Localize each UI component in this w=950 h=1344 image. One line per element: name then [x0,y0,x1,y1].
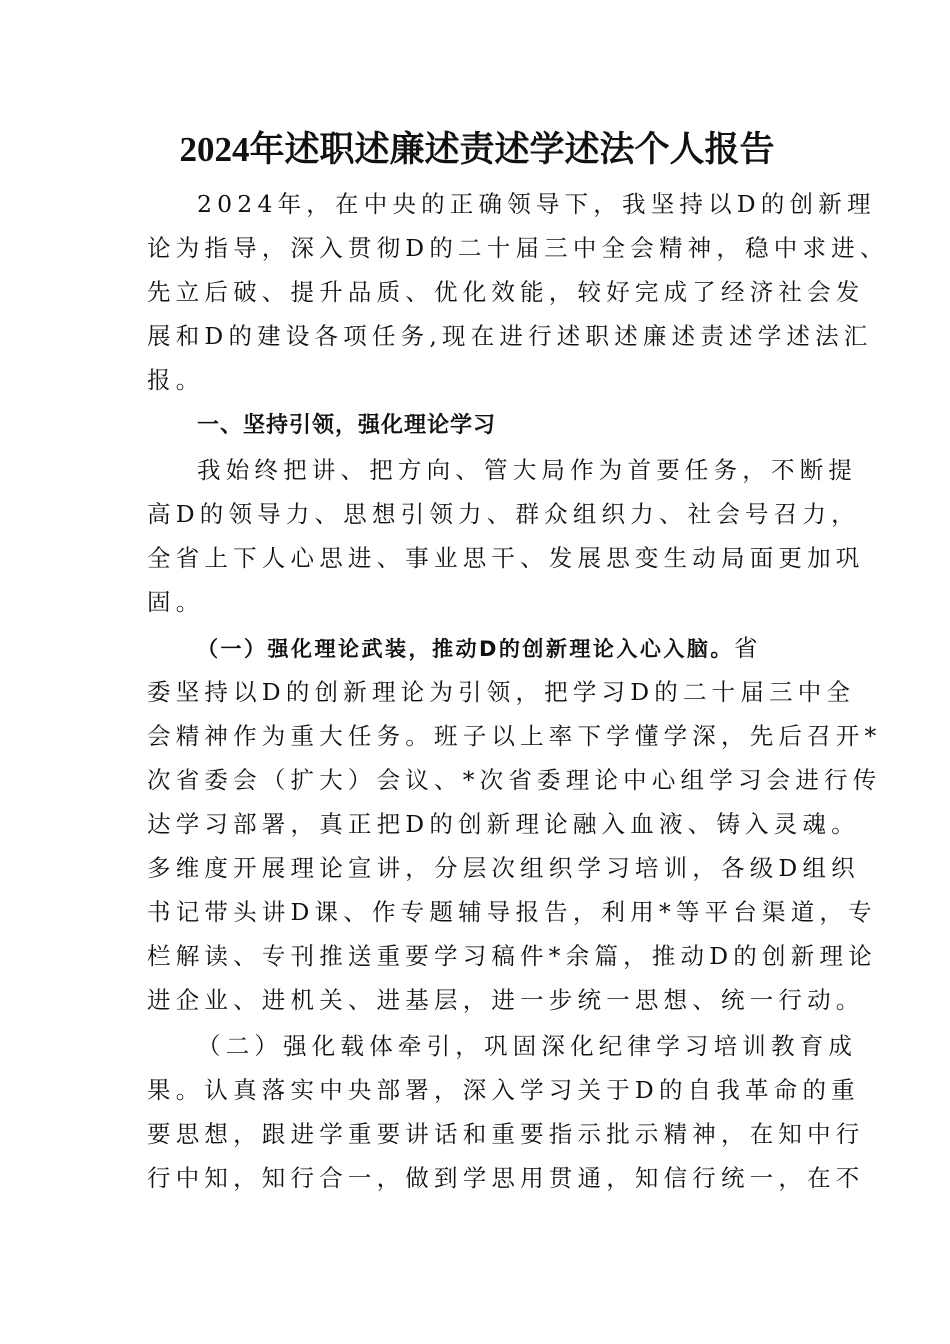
text-line: 次省委会（扩大）会议、*次省委理论中心组学习会进行传 [147,766,882,794]
text-line: 行中知，知行合一，做到学思用贯通，知信行统一，在不 [147,1164,865,1192]
text-line: 达学习部署，真正把D的创新理论融入血液、铸入灵魂。 [147,810,860,838]
section-heading: 一、坚持引领，强化理论学习 [197,413,497,438]
subsection-heading: （一）强化理论武装，推动D的创新理论入心入脑。 [197,637,734,661]
text-fragment: 省 [733,634,763,662]
text-line: 进企业、进机关、进基层，进一步统一思想、统一行动。 [147,986,865,1014]
text-line: 果。认真落实中央部署，深入学习关于D的自我革命的重 [147,1076,860,1104]
text-line: 栏解读、专刊推送重要学习稿件*余篇，推动D的创新理论 [147,942,877,970]
text-line: 2024年，在中央的正确领导下，我坚持以D的创新理 [197,190,876,218]
text-line: 先立后破、提升品质、优化效能，较好完成了经济社会发 [147,278,865,306]
intro-paragraph [147,182,889,402]
section1-paragraph [147,448,865,624]
text-line: 我始终把讲、把方向、管大局作为首要任务，不断提 [197,456,858,484]
text-line: 固。 [147,588,205,616]
subsection-lead-line [147,626,807,670]
text-line: 论为指导，深入贯彻D的二十届三中全会精神，稳中求进、 [147,234,889,262]
document-title: 2024年述职述廉述责述学述法个人报告 [179,130,775,169]
text-line: 报。 [147,366,205,394]
subsection2-paragraph [147,1024,865,1200]
subsection-heading-line: （二）强化载体牵引，巩固深化纪律学习培训教育成 [197,1032,858,1060]
text-line: 会精神作为重大任务。班子以上率下学懂学深，先后召开* [147,722,882,750]
text-line: 展和D的建设各项任务,现在进行述职述廉述责述学述法汇 [147,322,873,350]
text-line: 要思想，跟进学重要讲话和重要指示批示精神，在知中行 [147,1120,865,1148]
text-line: 多维度开展理论宣讲，分层次组织学习培训，各级D组织 [147,854,860,882]
text-line: 委坚持以D的创新理论为引领，把学习D的二十届三中全 [147,678,856,706]
document-page [147,126,889,1200]
subsection1-paragraph [147,626,882,1022]
text-line: 全省上下人心思进、事业思干、发展思变生动局面更加巩 [147,544,865,572]
text-line: 书记带头讲D课、作专题辅导报告，利用*等平台渠道，专 [147,898,877,926]
text-line: 高D的领导力、思想引领力、群众组织力、社会号召力， [147,500,860,528]
